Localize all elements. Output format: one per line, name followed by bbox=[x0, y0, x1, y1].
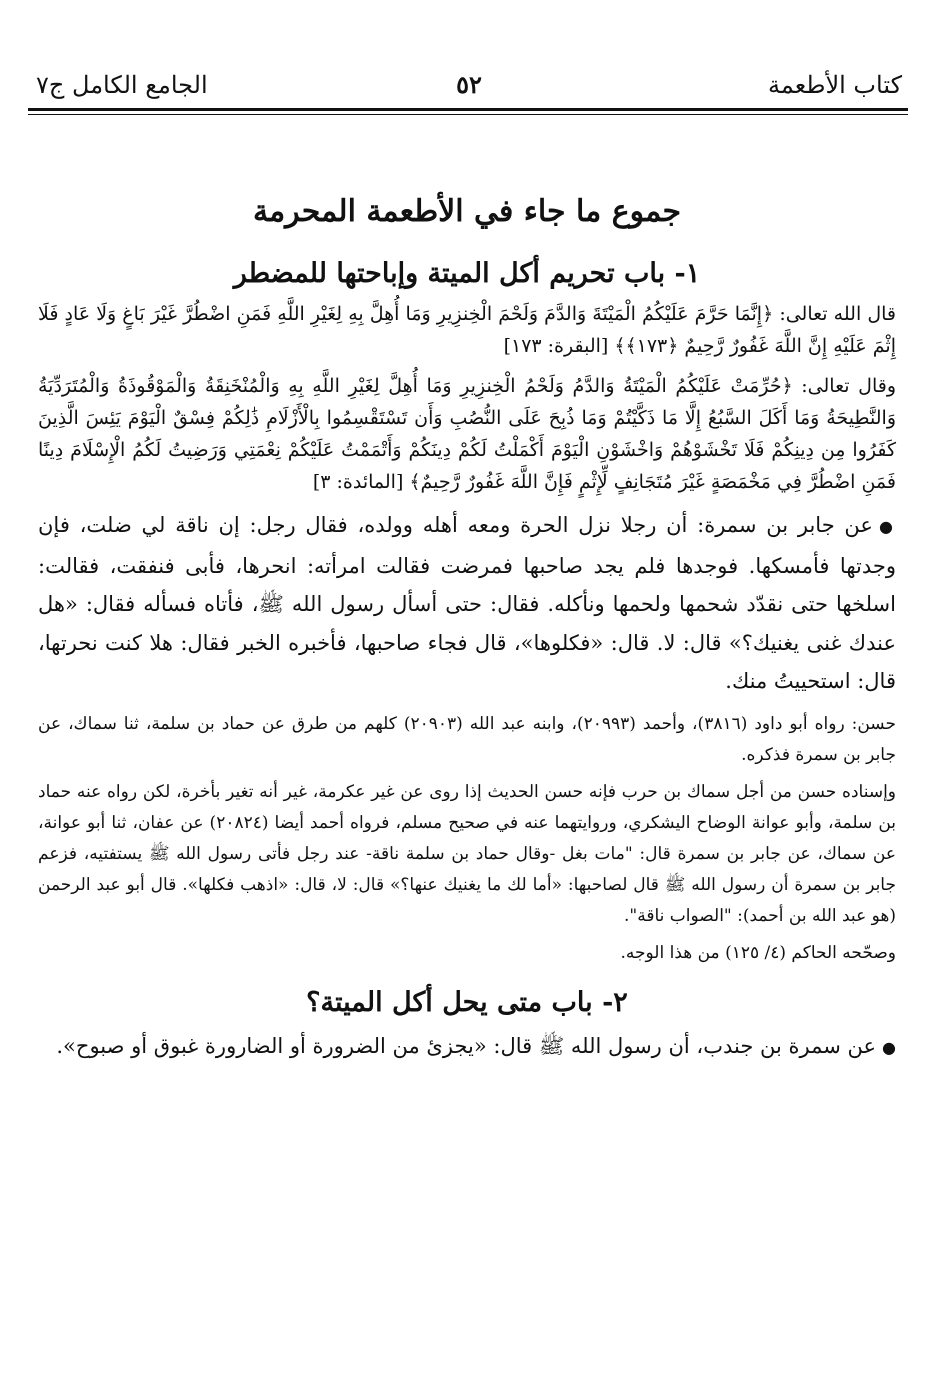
hadith-text-2: عن سمرة بن جندب، أن رسول الله ﷺ قال: «يجزئ من الضرورة أو الضارورة غبوق أو صبوح». bbox=[56, 1033, 877, 1058]
hadith-paragraph-1 bbox=[38, 506, 896, 701]
header-rule-thin bbox=[28, 114, 908, 115]
header-rule-thick bbox=[28, 108, 908, 111]
hadith-paragraph-2 bbox=[38, 1027, 896, 1068]
main-title: جموع ما جاء في الأطعمة المحرمة bbox=[253, 194, 681, 229]
quran-verse-baqarah: قال الله تعالى: ﴿إِنَّمَا حَرَّمَ عَلَيْكُمُ الْمَيْتَةَ وَالدَّمَ وَلَحْمَ الْخِنزِيرِ وَمَا أُهِلَّ بِهِ لِغَيْرِ اللَّهِ فَمَنِ اضْطُرَّ غَيْرَ بَاغٍ وَلَا عَادٍ فَلَا إِثْمَ عَلَيْهِ إِنَّ اللَّهَ غَفُورٌ رَّحِيمٌ ﴿١٧٣﴾﴾ [البقرة: ١٧٣] bbox=[38, 303, 897, 357]
bullet-icon: ● bbox=[878, 517, 896, 536]
page-header bbox=[30, 68, 908, 108]
quran-verse-maidah: وقال تعالى: ﴿حُرِّمَتْ عَلَيْكُمُ الْمَيْتَةُ وَالدَّمُ وَلَحْمُ الْخِنزِيرِ وَمَا أُهِلَّ لِغَيْرِ اللَّهِ بِهِ وَالْمُنْخَنِقَةُ وَالْمَوْقُوذَةُ وَالْمُتَرَدِّيَةُ وَالنَّطِيحَةُ وَمَا أَكَلَ السَّبُعُ إِلَّا مَا ذَكَّيْتُمْ وَمَا ذُبِحَ عَلَى النُّصُبِ وَأَن تَسْتَقْسِمُوا بِالْأَزْلَامِ ذَٰلِكُمْ فِسْقٌ الْيَوْمَ يَئِسَ الَّذِينَ كَفَرُوا مِن دِينِكُمْ فَلَا تَخْشَوْهُمْ وَاخْشَوْنِ الْيَوْمَ أَكْمَلْتُ لَكُمْ دِينَكُمْ وَأَتْمَمْتُ عَلَيْكُمْ نِعْمَتِي وَرَضِيتُ لَكُمُ الْإِسْلَامَ دِينًا فَمَنِ اضْطُرَّ فِي مَخْمَصَةٍ غَيْرَ مُتَجَانِفٍ لِّإِثْمٍ فَإِنَّ اللَّهَ غَفُورٌ رَّحِيمٌ﴾ [المائدة: ٣] bbox=[38, 375, 896, 493]
takhrij-note-3: وصحّحه الحاكم (٤/ ١٢٥) من هذا الوجه. bbox=[620, 942, 896, 963]
section-2-title: ٢- باب متى يحل أكل الميتة؟ bbox=[306, 986, 628, 1018]
header-book-title: الجامع الكامل ج٧ bbox=[36, 71, 208, 99]
takhrij-note-2: وإسناده حسن من أجل سماك بن حرب فإنه حسن الحديث إذا روى عن غير عكرمة، غير أنه تغير بأخرة، لكن رواه عنه حماد بن سلمة، وأبو عوانة الوضاح اليشكري، وروايتهما عنه في صحيح مسلم، فرواه أحمد أيضا (٢٠٨٢٤) عن عفان، ثنا أبو عوانة، عن سماك، عن جابر بن سمرة قال: "مات بغل -وقال حماد بن سلمة ناقة- عند رجل فأتى رسول الله ﷺ يستفتيه، فزعم جابر بن سمرة أن رسول الله ﷺ قال لصاحبها: «أما لك ما يغنيك عنها؟» قال: لا، قال: «اذهب فكلها». قال أبو عبد الرحمن (هو عبد الله بن أحمد): "الصواب ناقة". bbox=[38, 781, 896, 926]
section-1-title: ١- باب تحريم أكل الميتة وإباحتها للمضطر bbox=[233, 258, 701, 289]
page-number: ٥٢ bbox=[456, 70, 482, 99]
hadith-text-1: عن جابر بن سمرة: أن رجلا نزل الحرة ومعه أهله وولده، فقال رجل: إن ناقة لي ضلت، فإن وجدتها فأمسكها. فوجدها فلم يجد صاحبها فمرضت فقالت امرأته: انحرها، فأبى فنفقت، فقالت: اسلخها حتى نقدّد شحمها ولحمها ونأكله. فقال: حتى أسأل رسول الله ﷺ، فأتاه فسأله فقال: «هل عندك غنى يغنيك؟» قال: لا. قال: «فكلوها»، قال فجاء صاحبها، فأخبره الخبر فقال: هلا كنت نحرتها، قال: استحييتُ منك. bbox=[38, 513, 896, 693]
bullet-icon: ● bbox=[882, 1037, 896, 1057]
header-section-name: كتاب الأطعمة bbox=[768, 71, 902, 99]
takhrij-note-1: حسن: رواه أبو داود (٣٨١٦)، وأحمد (٢٠٩٩٣)، وابنه عبد الله (٢٠٩٠٣) كلهم من طرق عن حماد بن سلمة، ثنا سماك، عن جابر بن سمرة فذكره. bbox=[38, 713, 896, 765]
page-body bbox=[38, 190, 896, 1075]
